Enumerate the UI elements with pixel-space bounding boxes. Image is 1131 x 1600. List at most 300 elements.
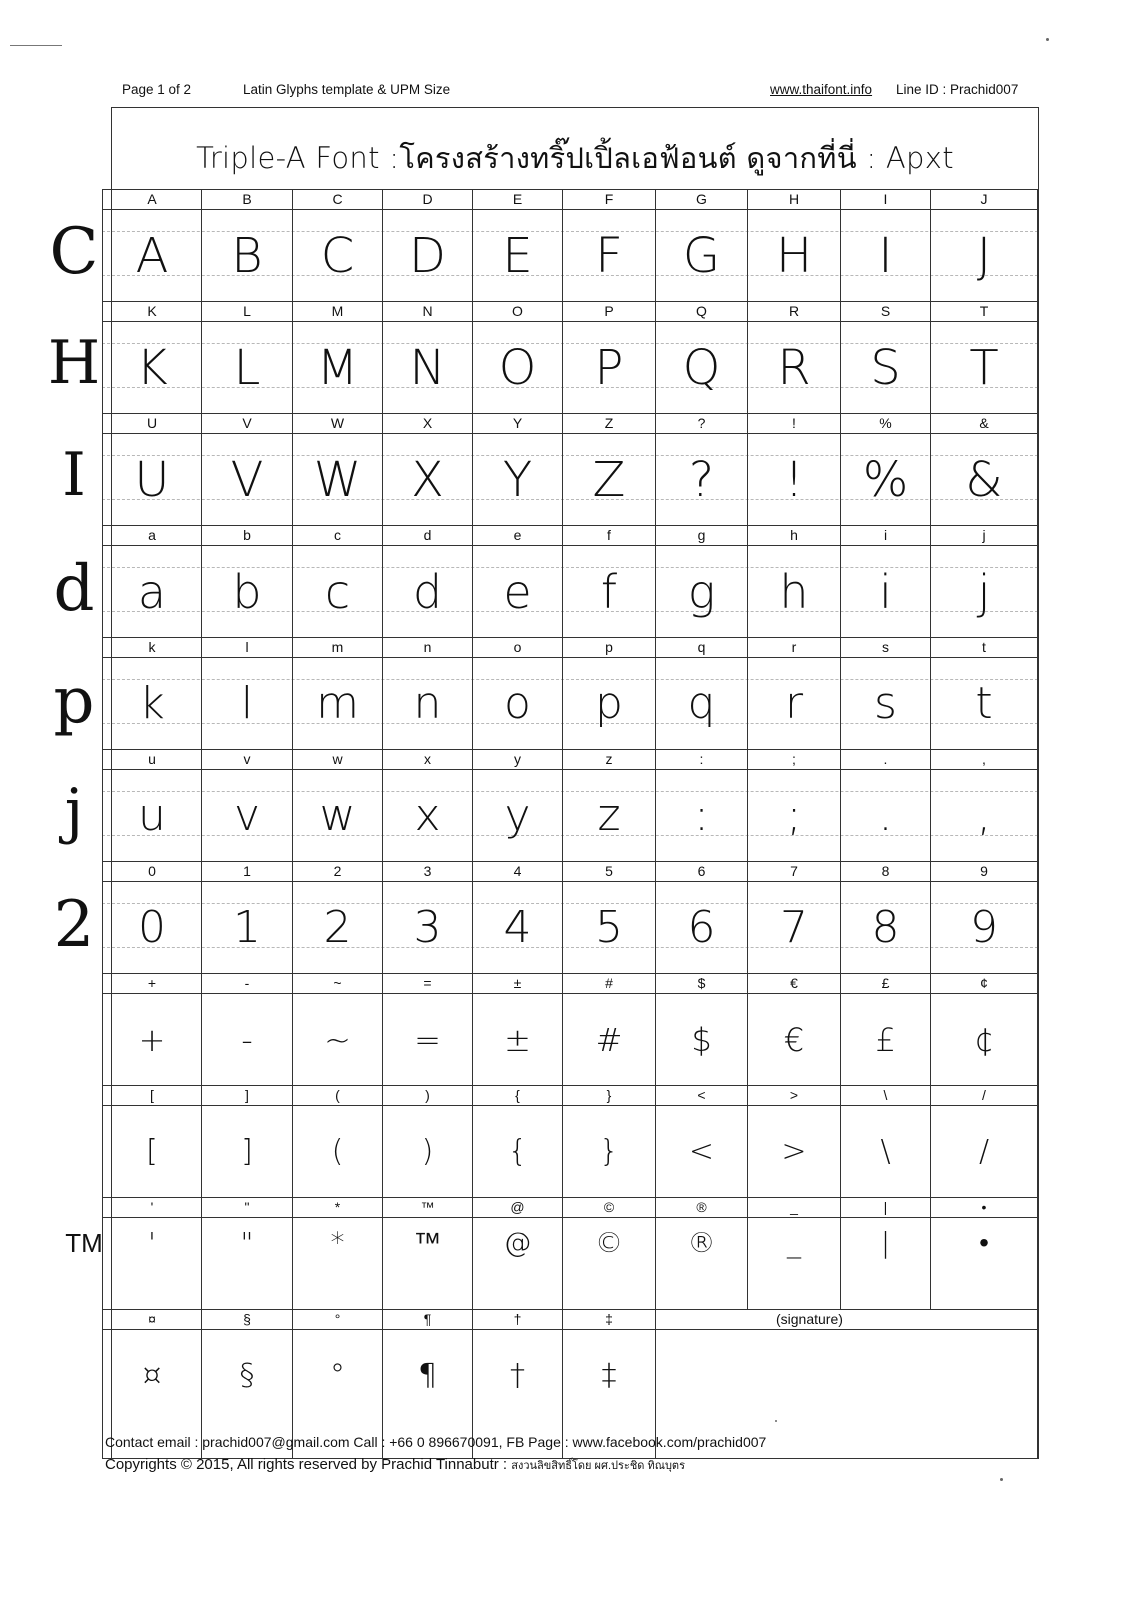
glyph-cell	[201, 189, 292, 301]
glyph-cell	[930, 973, 1038, 1085]
glyph-label: l	[202, 637, 292, 658]
handwritten-glyph: |	[880, 1226, 891, 1259]
handwritten-glyph: S	[870, 340, 901, 396]
handwritten-glyph: #	[595, 1021, 623, 1059]
glyph-cell	[382, 749, 472, 861]
handwritten-glyph: h	[779, 565, 809, 619]
glyph-label: w	[293, 749, 382, 770]
side-marker: I	[62, 440, 86, 510]
glyph-label: j	[931, 525, 1037, 546]
handwritten-glyph: Z	[592, 452, 626, 508]
handwritten-glyph: y	[504, 790, 531, 841]
glyph-cell	[747, 973, 840, 1085]
glyph-label: p	[563, 637, 655, 658]
glyph-cell	[930, 189, 1038, 301]
glyph-label: x	[383, 749, 472, 770]
glyph-cell	[747, 861, 840, 973]
glyph-label: 3	[383, 861, 472, 882]
glyph-cell	[292, 1085, 382, 1197]
glyph-label: ¶	[383, 1309, 472, 1330]
glyph-cell	[930, 637, 1038, 749]
glyph-label: S	[841, 301, 930, 322]
copyright-text: Copyrights © 2015, All rights reserved by Prachid Tinnabutr :	[105, 1456, 512, 1473]
handwritten-glyph: !	[784, 452, 804, 508]
glyph-cell	[472, 973, 562, 1085]
handwritten-glyph: H	[775, 228, 813, 284]
handwritten-glyph: ™	[413, 1226, 442, 1259]
glyph-cell	[292, 189, 382, 301]
glyph-label: M	[293, 301, 382, 322]
handwritten-glyph: "	[240, 1226, 254, 1259]
handwritten-glyph: &	[965, 452, 1003, 508]
glyph-cell	[472, 1085, 562, 1197]
glyph-cell	[840, 525, 930, 637]
glyph-cell	[382, 1197, 472, 1309]
glyph-label: !	[748, 413, 840, 434]
glyph-cell	[292, 749, 382, 861]
signature-label: (signature)	[656, 1309, 1037, 1330]
handwritten-glyph: ;	[786, 790, 802, 841]
glyph-label: d	[383, 525, 472, 546]
glyph-label: ‡	[563, 1309, 655, 1330]
copyright-line	[105, 1456, 685, 1474]
handwritten-glyph: l	[240, 678, 254, 729]
glyph-cell	[201, 1085, 292, 1197]
glyph-label: [	[103, 1085, 201, 1106]
handwritten-glyph: e	[503, 565, 532, 619]
glyph-cell	[472, 749, 562, 861]
glyph-cell	[292, 413, 382, 525]
handwritten-glyph: ?	[688, 452, 715, 508]
handwritten-glyph: €	[783, 1021, 805, 1059]
glyph-label: O	[473, 301, 562, 322]
side-marker: TM	[65, 1228, 103, 1258]
glyph-cell	[747, 1197, 840, 1309]
glyph-label: *	[293, 1197, 382, 1218]
glyph-label: B	[202, 189, 292, 210]
handwritten-glyph: Q	[682, 340, 721, 396]
glyph-cell	[840, 1197, 930, 1309]
handwritten-glyph: ¢	[973, 1021, 995, 1059]
handwritten-glyph: R	[777, 340, 811, 396]
glyph-cell	[102, 1197, 201, 1309]
glyph-cell	[655, 973, 747, 1085]
glyph-cell	[472, 861, 562, 973]
glyph-row	[102, 749, 1038, 861]
glyph-label: +	[103, 973, 201, 994]
glyph-label: e	[473, 525, 562, 546]
handwritten-glyph: .	[878, 790, 893, 841]
glyph-label: i	[841, 525, 930, 546]
glyph-label: {	[473, 1085, 562, 1106]
handwritten-glyph: F	[595, 228, 623, 284]
handwritten-glyph: j	[977, 565, 991, 619]
glyph-cell	[655, 1197, 747, 1309]
glyph-cell	[102, 413, 201, 525]
handwritten-glyph: T	[969, 340, 999, 396]
corner-rule	[10, 45, 62, 46]
handwritten-glyph: ]	[241, 1134, 253, 1169]
glyph-label: §	[202, 1309, 292, 1330]
handwritten-glyph: r	[784, 678, 804, 729]
side-marker: H	[47, 328, 101, 398]
handwritten-glyph: 5	[595, 902, 623, 953]
scan-speck	[1046, 38, 1049, 41]
handwritten-glyph: /	[978, 1134, 990, 1169]
glyph-label: W	[293, 413, 382, 434]
glyph-label: ]	[202, 1085, 292, 1106]
handwritten-glyph: ,	[977, 790, 991, 841]
glyph-label: 5	[563, 861, 655, 882]
glyph-label: X	[383, 413, 472, 434]
template-name: Latin Glyphs template & UPM Size	[243, 82, 451, 97]
glyph-label: 9	[931, 861, 1037, 882]
glyph-cell	[655, 413, 747, 525]
handwritten-glyph: m	[316, 678, 359, 729]
scan-speck	[775, 1420, 777, 1422]
glyph-label: c	[293, 525, 382, 546]
handwritten-glyph: C	[320, 228, 355, 284]
glyph-label: U	[103, 413, 201, 434]
glyph-label: f	[563, 525, 655, 546]
handwritten-glyph: ~	[324, 1021, 351, 1059]
page-number: Page 1 of 2	[122, 82, 192, 97]
handwritten-glyph: w	[319, 790, 356, 841]
glyph-cell	[562, 413, 655, 525]
handwritten-glyph: °	[330, 1358, 345, 1393]
glyph-label: h	[748, 525, 840, 546]
template-title: Triple-A Font :โครงสร้างทริ๊ปเปิ้ลเอฟ้อนต์ ดูจากที่นี่ : Apxt	[196, 141, 954, 175]
glyph-cell	[382, 861, 472, 973]
handwritten-glyph: ©	[595, 1226, 623, 1259]
glyph-label: (	[293, 1085, 382, 1106]
glyph-label: €	[748, 973, 840, 994]
handwritten-glyph: ¶	[417, 1358, 438, 1393]
glyph-cell	[472, 637, 562, 749]
glyph-cell	[562, 861, 655, 973]
handwritten-glyph: A	[135, 228, 169, 284]
glyph-row	[102, 413, 1038, 525]
glyph-label: K	[103, 301, 201, 322]
glyph-label: 8	[841, 861, 930, 882]
glyph-label: Q	[656, 301, 747, 322]
glyph-label: ?	[656, 413, 747, 434]
handwritten-glyph: D	[409, 228, 446, 284]
handwritten-glyph: (	[331, 1134, 344, 1169]
handwritten-glyph: \	[880, 1134, 891, 1169]
handwritten-glyph: 6	[687, 902, 716, 953]
glyph-label: 2	[293, 861, 382, 882]
handwritten-glyph: x	[414, 790, 441, 841]
handwritten-glyph: t	[975, 678, 993, 729]
glyph-label: 4	[473, 861, 562, 882]
glyph-cell	[292, 973, 382, 1085]
glyph-cell	[840, 637, 930, 749]
glyph-label: &	[931, 413, 1037, 434]
handwritten-glyph: 0	[138, 902, 166, 953]
handwritten-glyph: o	[504, 678, 531, 729]
handwritten-glyph: b	[232, 565, 262, 619]
glyph-cell	[562, 189, 655, 301]
handwritten-glyph: c	[324, 565, 351, 619]
handwritten-glyph: _	[787, 1226, 801, 1259]
glyph-label: ±	[473, 973, 562, 994]
glyph-cell	[930, 749, 1038, 861]
glyph-cell	[562, 301, 655, 413]
glyph-cell	[747, 525, 840, 637]
glyph-label: :	[656, 749, 747, 770]
glyph-label: b	[202, 525, 292, 546]
glyph-cell	[747, 637, 840, 749]
glyph-cell	[655, 189, 747, 301]
glyph-label: 6	[656, 861, 747, 882]
glyph-label: I	[841, 189, 930, 210]
handwritten-glyph: @	[503, 1226, 532, 1259]
glyph-cell	[747, 189, 840, 301]
glyph-label: s	[841, 637, 930, 658]
glyph-cell	[930, 1197, 1038, 1309]
glyph-cell	[562, 749, 655, 861]
handwritten-glyph: i	[879, 565, 892, 619]
glyph-cell	[201, 1197, 292, 1309]
glyph-cell	[840, 1085, 930, 1197]
glyph-label: @	[473, 1197, 562, 1218]
glyph-cell	[930, 1085, 1038, 1197]
glyph-label: |	[841, 1197, 930, 1218]
handwritten-glyph: Y	[502, 452, 533, 508]
handwritten-glyph: 1	[233, 902, 261, 953]
glyph-cell	[292, 637, 382, 749]
handwritten-glyph: †	[510, 1358, 525, 1393]
glyph-cell	[655, 1085, 747, 1197]
handwritten-glyph: N	[409, 340, 446, 396]
handwritten-glyph: 8	[871, 902, 900, 953]
glyph-cell	[747, 749, 840, 861]
glyph-cell	[382, 525, 472, 637]
glyph-cell	[382, 301, 472, 413]
handwritten-glyph: ‡	[601, 1358, 617, 1393]
glyph-row	[102, 1197, 1038, 1309]
glyph-cell	[472, 413, 562, 525]
glyph-cell	[382, 413, 472, 525]
glyph-label: H	[748, 189, 840, 210]
glyph-cell	[102, 1085, 201, 1197]
handwritten-glyph: §	[239, 1358, 255, 1393]
glyph-label: ~	[293, 973, 382, 994]
glyph-label: m	[293, 637, 382, 658]
glyph-label: 1	[202, 861, 292, 882]
handwritten-glyph: %	[862, 452, 909, 508]
glyph-label: =	[383, 973, 472, 994]
glyph-cell	[102, 301, 201, 413]
copyright-thai: สงวนลิขสิทธิ์โดย ผศ.ประชิด ทิณบุตร	[511, 1460, 685, 1472]
glyph-label: ¤	[103, 1309, 201, 1330]
handwritten-glyph: X	[411, 452, 444, 508]
handwritten-glyph: v	[233, 790, 261, 841]
glyph-cell	[562, 1197, 655, 1309]
handwritten-glyph: '	[148, 1226, 156, 1259]
handwritten-glyph: 4	[503, 902, 532, 953]
glyph-label: %	[841, 413, 930, 434]
glyph-cell	[292, 525, 382, 637]
glyph-cell	[472, 301, 562, 413]
glyph-cell	[102, 637, 201, 749]
handwritten-glyph: >	[781, 1134, 807, 1169]
glyph-label: £	[841, 973, 930, 994]
glyph-label: >	[748, 1085, 840, 1106]
glyph-cell	[930, 413, 1038, 525]
glyph-label: N	[383, 301, 472, 322]
glyph-cell	[930, 301, 1038, 413]
side-marker: j	[64, 776, 84, 846]
handwritten-glyph: <	[688, 1134, 715, 1169]
glyph-label: \	[841, 1085, 930, 1106]
handwritten-glyph: 2	[323, 902, 352, 953]
glyph-label: Z	[563, 413, 655, 434]
handwritten-glyph: ¤	[142, 1358, 162, 1393]
glyph-cell	[472, 189, 562, 301]
glyph-label: v	[202, 749, 292, 770]
glyph-label: Y	[473, 413, 562, 434]
glyph-cell	[840, 301, 930, 413]
glyph-label: o	[473, 637, 562, 658]
glyph-cell	[201, 301, 292, 413]
side-marker: d	[53, 552, 95, 626]
glyph-row	[102, 973, 1038, 1085]
glyph-row	[102, 861, 1038, 973]
glyph-label: L	[202, 301, 292, 322]
glyph-label: #	[563, 973, 655, 994]
glyph-cell	[102, 749, 201, 861]
handwritten-glyph: U	[134, 452, 170, 508]
glyph-label: r	[748, 637, 840, 658]
glyph-cell	[201, 973, 292, 1085]
handwritten-glyph: *	[330, 1226, 345, 1259]
glyph-label: •	[931, 1197, 1037, 1218]
handwritten-glyph: k	[139, 678, 165, 729]
handwritten-glyph: q	[687, 678, 716, 729]
glyph-cell	[655, 301, 747, 413]
glyph-cell	[840, 189, 930, 301]
handwritten-glyph: =	[414, 1021, 441, 1059]
glyph-label: ©	[563, 1197, 655, 1218]
glyph-cell	[562, 637, 655, 749]
handwritten-glyph: I	[878, 228, 893, 284]
side-marker: p	[53, 664, 95, 738]
handwritten-glyph: £	[875, 1021, 896, 1059]
glyph-cell	[292, 1197, 382, 1309]
handwritten-glyph: P	[594, 340, 624, 396]
glyph-grid	[102, 189, 1038, 1459]
glyph-label: n	[383, 637, 472, 658]
glyph-cell	[930, 861, 1038, 973]
glyph-cell	[562, 973, 655, 1085]
handwritten-glyph: 7	[780, 902, 808, 953]
glyph-label: .	[841, 749, 930, 770]
handwritten-glyph: K	[136, 340, 168, 396]
handwritten-glyph: s	[874, 678, 897, 729]
glyph-cell	[562, 1085, 655, 1197]
handwritten-glyph: ®	[687, 1226, 716, 1259]
handwritten-glyph: n	[413, 678, 442, 729]
glyph-label: A	[103, 189, 201, 210]
glyph-cell	[382, 189, 472, 301]
glyph-row	[102, 525, 1038, 637]
side-marker: C	[49, 215, 99, 289]
contact-line: Contact email : prachid007@gmail.com Call : +66 0 896670091, FB Page : www.facebook.com/prachid007	[105, 1434, 767, 1450]
glyph-cell	[102, 861, 201, 973]
glyph-cell	[102, 973, 201, 1085]
handwritten-glyph: G	[682, 228, 721, 284]
glyph-label: F	[563, 189, 655, 210]
glyph-cell	[382, 1085, 472, 1197]
handwritten-glyph: ±	[504, 1021, 531, 1059]
glyph-cell	[840, 861, 930, 973]
glyph-cell	[382, 973, 472, 1085]
glyph-label: )	[383, 1085, 472, 1106]
handwritten-glyph: M	[316, 340, 359, 396]
glyph-label: V	[202, 413, 292, 434]
handwritten-glyph: 9	[970, 902, 998, 953]
glyph-cell	[747, 301, 840, 413]
glyph-cell	[292, 301, 382, 413]
glyph-label: ;	[748, 749, 840, 770]
glyph-cell	[102, 525, 201, 637]
glyph-cell	[747, 413, 840, 525]
handwritten-glyph: p	[595, 678, 623, 729]
glyph-label: D	[383, 189, 472, 210]
glyph-label: ®	[656, 1197, 747, 1218]
glyph-cell	[840, 413, 930, 525]
handwritten-glyph: O	[498, 340, 537, 396]
glyph-label: P	[563, 301, 655, 322]
glyph-cell	[201, 749, 292, 861]
glyph-cell	[655, 637, 747, 749]
glyph-label: z	[563, 749, 655, 770]
glyph-label: $	[656, 973, 747, 994]
glyph-label: C	[293, 189, 382, 210]
handwritten-glyph: 3	[413, 902, 442, 953]
glyph-cell	[201, 525, 292, 637]
handwritten-glyph: +	[138, 1021, 166, 1059]
glyph-label: G	[656, 189, 747, 210]
glyph-label: y	[473, 749, 562, 770]
line-id: Line ID : Prachid007	[896, 82, 1019, 97]
glyph-label: '	[103, 1197, 201, 1218]
handwritten-glyph: $	[691, 1021, 712, 1059]
handwritten-glyph: -	[241, 1021, 253, 1059]
glyph-cell	[840, 973, 930, 1085]
glyph-label: J	[931, 189, 1037, 210]
glyph-label: ™	[383, 1197, 472, 1218]
glyph-cell	[102, 189, 201, 301]
glyph-label: u	[103, 749, 201, 770]
glyph-label: R	[748, 301, 840, 322]
glyph-cell	[655, 749, 747, 861]
glyph-row	[102, 301, 1038, 413]
glyph-label: ,	[931, 749, 1037, 770]
website-link[interactable]: www.thaifont.info	[770, 82, 873, 97]
glyph-label: }	[563, 1085, 655, 1106]
handwritten-glyph: z	[597, 790, 621, 841]
handwritten-glyph: }	[599, 1134, 619, 1169]
glyph-cell	[655, 525, 747, 637]
glyph-label: T	[931, 301, 1037, 322]
glyph-label: g	[656, 525, 747, 546]
glyph-cell	[472, 1197, 562, 1309]
handwritten-glyph: E	[502, 228, 533, 284]
handwritten-glyph: W	[313, 452, 362, 508]
